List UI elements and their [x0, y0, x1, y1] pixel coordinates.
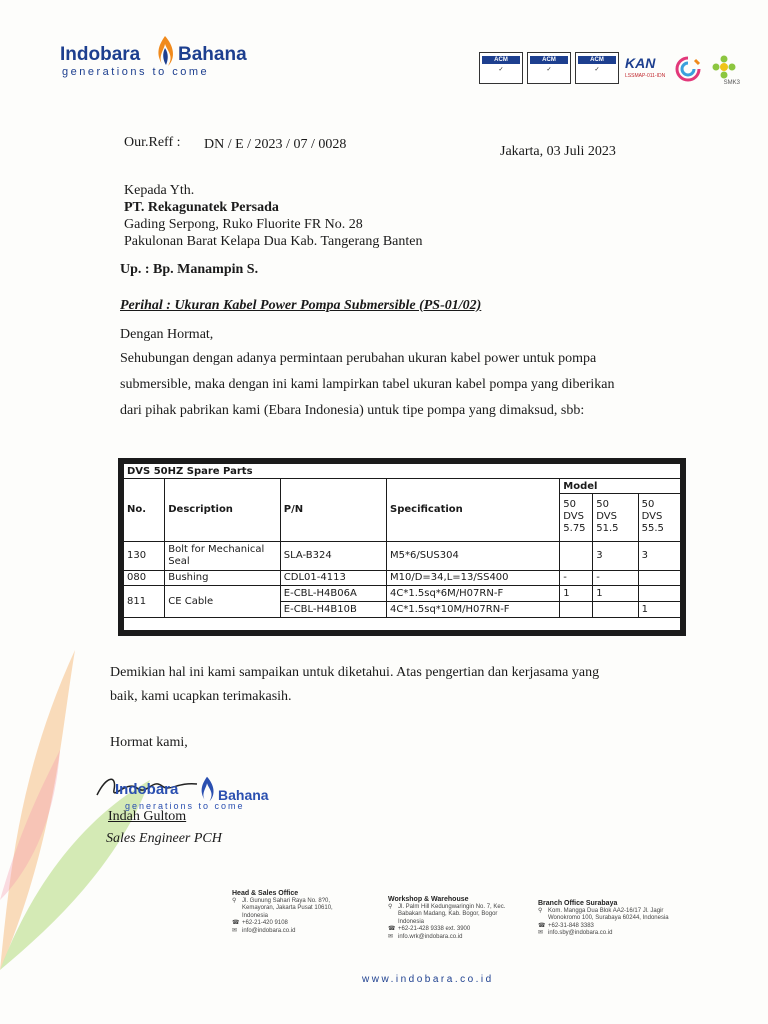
cell-model-2: 1 [593, 585, 638, 601]
head-office-phone [232, 920, 352, 928]
workshop-title: Workshop & Warehouse [388, 896, 469, 903]
workshop-phone-text: +62-21-428 9338 ext. 3900 [398, 926, 471, 932]
cell-model-3 [638, 570, 680, 585]
cell-model-1: 1 [560, 585, 593, 601]
cell-specification: 4C*1.5sq*6M/H07RN-F [387, 585, 560, 601]
cell-description: CE Cable [165, 585, 281, 617]
model-header-3 [638, 494, 680, 541]
table-row [124, 585, 681, 601]
cell-specification: M10/D=34,L=13/SS400 [387, 570, 560, 585]
acm-cert-badge-3: ACM ✓ [575, 52, 619, 84]
cell-model-2: 3 [593, 541, 638, 570]
acm-cert-badge-2: ACM ✓ [527, 52, 571, 84]
kan-cert-badge [625, 55, 669, 83]
workshop-phone [388, 926, 518, 934]
cell-specification: M5*6/SUS304 [387, 541, 560, 570]
workshop-address-text: Jl. Palm Hill Kedungwaringin No. 7, Kec. Babakan Madang, Kab. Bogor, Bogor Indonesia [398, 903, 506, 925]
model-header-2 [593, 494, 638, 541]
closing-line-2: baik, kami ucapkan terimakasih. [110, 689, 292, 704]
recipient-intro: Kepada Yth. [124, 183, 195, 198]
regards: Hormat kami, [110, 735, 188, 750]
workshop-email-text: info.wrk@indobara.co.id [398, 933, 463, 940]
stamp-tagline: generations to come [125, 801, 245, 811]
recipient-company: PT. Rekagunatek Persada [124, 200, 279, 215]
branch-office-phone-text: +62-31-848 3383 [548, 922, 594, 929]
attention-line: Up. : Bp. Manampin S. [120, 262, 259, 277]
table-spacer-row [124, 618, 681, 631]
model-1-line3: 5.75 [563, 523, 586, 535]
cell-no: 811 [124, 585, 165, 617]
col-header-pn: P/N [280, 479, 386, 541]
model-3-line3: 55.5 [641, 523, 664, 535]
model-3-line1: 50 [641, 499, 655, 511]
cell-pn: CDL01-4113 [280, 570, 386, 585]
recipient-address-2: Pakulonan Barat Kelapa Dua Kab. Tangerang Banten [124, 234, 423, 249]
email-icon: ✉ [232, 927, 238, 934]
cell-no: 080 [124, 570, 165, 585]
model-2-line3: 51.5 [596, 523, 619, 535]
logo-brand-left: Indobara [60, 44, 141, 65]
cell-pn: E-CBL-H4B10B [280, 601, 386, 617]
signer-title: Sales Engineer PCH [106, 831, 222, 846]
phone-icon: ☎ [232, 920, 240, 926]
flame-icon [154, 34, 176, 68]
stamp-brand-right: Bahana [218, 787, 269, 803]
col-header-model: Model [560, 479, 681, 494]
spare-parts-table [123, 463, 681, 631]
model-2-line1: 50 [596, 499, 610, 511]
model-1-line1: 50 [563, 499, 577, 511]
cell-pn: SLA-B324 [280, 541, 386, 570]
acm-cert-badge-1: ACM ✓ [479, 52, 523, 84]
location-pin-icon: ⚲ [232, 897, 237, 904]
phone-icon: ☎ [388, 926, 396, 932]
location-pin-icon: ⚲ [538, 907, 543, 914]
branch-office-title: Branch Office Surabaya [538, 900, 618, 907]
kan-sub-text: LSSMAP-011-IDN [625, 73, 666, 79]
col-header-specification: Specification [387, 479, 560, 541]
footer-workshop [388, 896, 518, 941]
cell-model-1 [560, 601, 593, 617]
branch-office-email [538, 930, 678, 938]
branch-office-email-text: info.sby@indobara.co.id [548, 930, 613, 936]
branch-office-phone [538, 923, 678, 931]
smk3-flower-icon [708, 55, 740, 79]
cell-pn: E-CBL-H4B06A [280, 585, 386, 601]
head-office-title: Head & Sales Office [232, 890, 299, 897]
footer-branch-office [538, 900, 678, 938]
head-office-email [232, 928, 352, 936]
cell-model-1: - [560, 570, 593, 585]
phone-icon: ☎ [538, 922, 546, 929]
stamp-brand-left: Indobara [115, 781, 179, 798]
cell-specification: 4C*1.5sq*10M/H07RN-F [387, 601, 560, 617]
workshop-address [388, 904, 518, 927]
branch-office-address-text: Kom. Mangga Dua Blok AA2-16/17 Jl. Jagir Wonokromo 100, Surabaya 60244, Indonesia [548, 907, 669, 921]
smk3-cert-badge [708, 55, 740, 87]
stamp-flame-icon [198, 775, 216, 803]
cell-model-1 [560, 541, 593, 570]
closing-line-1: Demikian hal ini kami sampaikan untuk diketahui. Atas pengertian dan kerjasama yang [110, 665, 600, 680]
cell-description: Bushing [165, 570, 281, 585]
acm-label-1: ACM [482, 56, 520, 64]
letter-date: Jakarta, 03 Juli 2023 [500, 144, 616, 159]
footer-website: www.indobara.co.id [362, 974, 494, 985]
logo-tagline: generations to come [62, 66, 210, 78]
kan-logo-text: KAN [625, 55, 656, 71]
workshop-email [388, 934, 518, 942]
table-row [124, 570, 681, 585]
email-icon: ✉ [388, 933, 394, 940]
cell-description: Bolt for Mechanical Seal [165, 541, 281, 570]
cell-model-3: 3 [638, 541, 680, 570]
cell-no: 130 [124, 541, 165, 570]
logo-brand-right: Bahana [178, 44, 247, 65]
acm-label-2: ACM [530, 56, 568, 64]
body-line-1: Sehubungan dengan adanya permintaan perubahan ukuran kabel power untuk pompa [120, 351, 597, 366]
col-header-description: Description [165, 479, 281, 541]
location-pin-icon: ⚲ [388, 903, 393, 910]
model-3-line2: DVS [641, 511, 663, 523]
model-header-1 [560, 494, 593, 541]
cell-model-3: 1 [638, 601, 680, 617]
subject-line: Perihal : Ukuran Kabel Power Pompa Submersible (PS-01/02) [120, 298, 482, 313]
head-office-address-text: Jl. Gunung Sahari Raya No. 8?0, Kemayoran, Jakarta Pusat 10610, Indonesia [242, 897, 333, 919]
recipient-address-1: Gading Serpong, Ruko Fluorite FR No. 28 [124, 217, 363, 232]
reference-number: DN / E / 2023 / 07 / 0028 [204, 137, 347, 152]
smk3-label: SMK3 [723, 80, 740, 86]
cell-model-3 [638, 585, 680, 601]
swirl-cert-icon [673, 54, 703, 84]
cell-model-2 [593, 601, 638, 617]
table-row [124, 541, 681, 570]
spare-parts-table-frame [118, 458, 686, 636]
head-office-email-text: info@indobara.co.id [242, 927, 296, 934]
head-office-address [232, 898, 352, 921]
head-office-phone-text: +62-21-420 9108 [242, 920, 288, 926]
col-header-no: No. [124, 479, 165, 541]
footer-head-office [232, 890, 352, 935]
signer-name: Indah Gultom [108, 809, 187, 824]
model-2-line2: DVS [596, 511, 617, 523]
body-line-3: dari pihak pabrikan kami (Ebara Indonesia) untuk tipe pompa yang dimaksud, sbb: [120, 403, 585, 418]
body-line-2: submersible, maka dengan ini kami lampirkan tabel ukuran kabel pompa yang diberikan [120, 377, 615, 392]
cell-model-2: - [593, 570, 638, 585]
greeting: Dengan Hormat, [120, 327, 214, 342]
model-1-line2: DVS [563, 511, 584, 523]
table-title: DVS 50HZ Spare Parts [124, 464, 681, 479]
branch-office-address [538, 908, 678, 923]
company-logo [60, 42, 260, 82]
email-icon: ✉ [538, 930, 544, 936]
reference-label: Our.Reff : [124, 135, 181, 150]
acm-label-3: ACM [578, 56, 616, 64]
